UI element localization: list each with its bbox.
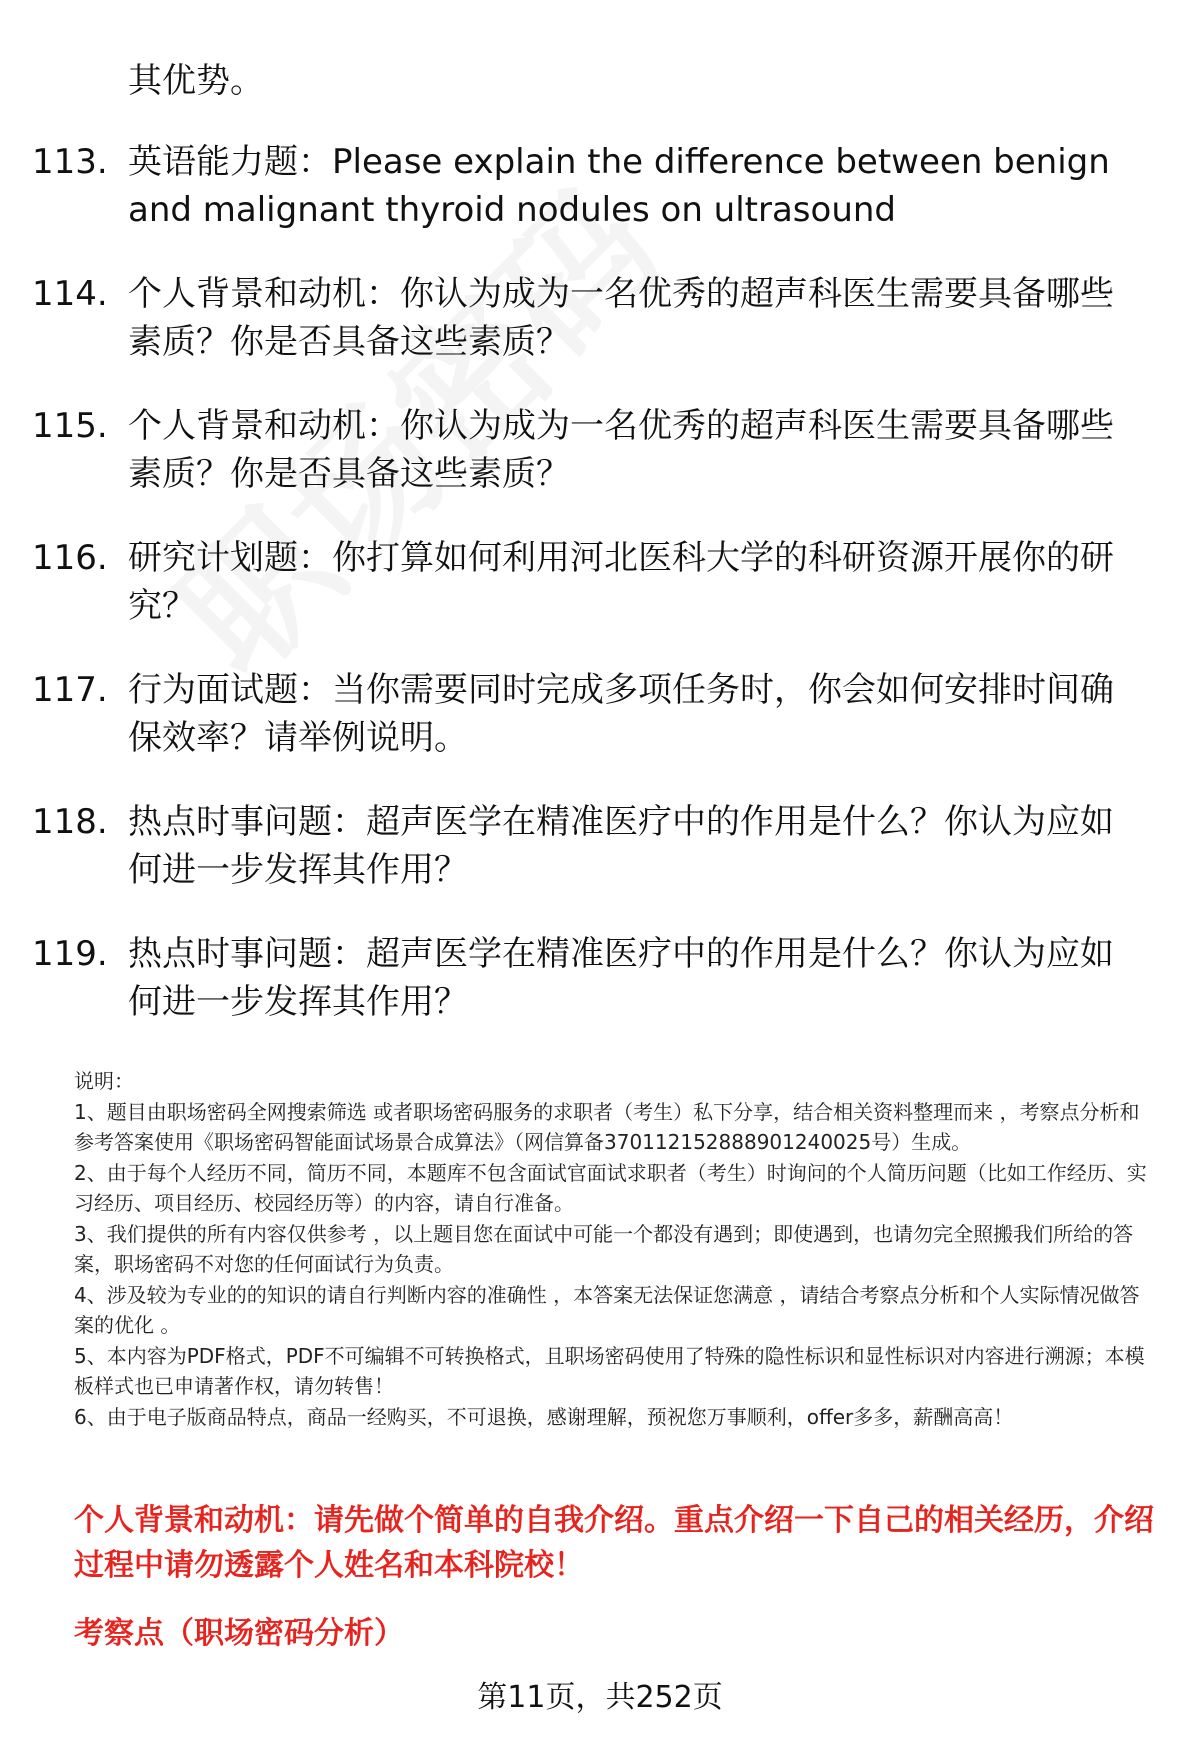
question-number: 113. (32, 142, 108, 182)
question-text: 英语能力题：Please explain the difference between benign and malignant thyroid nodules on ultrasound (128, 142, 1110, 230)
question-text: 个人背景和动机：你认为成为一名优秀的超声科医生需要具备哪些素质？你是否具备这些素质？ (128, 274, 1114, 362)
note-item: 1、题目由职场密码全网搜索筛选 或者职场密码服务的求职者（考生）私下分享，结合相关资料整理而来 ，考察点分析和参考答案使用《职场密码智能面试场景合成算法》（网信算备370112152888901240025号）生成。 (74, 1099, 1140, 1154)
question-item (32, 930, 1142, 1026)
question-item (32, 798, 1142, 894)
note-item: 6、由于电子版商品特点，商品一经购买，不可退换，感谢理解，预祝您万事顺利，offer多多，薪酬高高！ (74, 1404, 1014, 1429)
question-number: 118. (32, 802, 108, 842)
page-footer: 第11页，共252页 (477, 1680, 723, 1715)
question-list (32, 138, 1142, 1062)
notes-section (74, 1066, 1154, 1432)
question-item (32, 666, 1142, 762)
question-text: 热点时事问题：超声医学在精准医疗中的作用是什么？你认为应如何进一步发挥其作用？ (128, 802, 1114, 890)
question-item (32, 138, 1142, 234)
note-item: 3、我们提供的所有内容仅供参考 ，以上题目您在面试中可能一个都没有遇到；即使遇到，也请勿完全照搬我们所给的答案，职场密码不对您的任何面试行为负责。 (74, 1221, 1134, 1276)
question-item (32, 270, 1142, 366)
section-heading: 个人背景和动机：请先做个简单的自我介绍。重点介绍一下自己的相关经历，介绍过程中请勿透露个人姓名和本科院校！ (74, 1503, 1154, 1583)
question-number: 117. (32, 670, 108, 710)
question-number: 119. (32, 934, 108, 974)
question-number: 114. (32, 274, 108, 314)
question-text: 研究计划题：你打算如何利用河北医科大学的科研资源开展你的研究？ (128, 538, 1114, 626)
question-text: 行为面试题：当你需要同时完成多项任务时，你会如何安排时间确保效率？请举例说明。 (128, 670, 1114, 758)
question-text: 个人背景和动机：你认为成为一名优秀的超声科医生需要具备哪些素质？你是否具备这些素质？ (128, 406, 1114, 494)
note-item: 4、涉及较为专业的的知识的请自行判断内容的准确性 ，本答案无法保证您满意 ，请结合考察点分析和个人实际情况做答案的优化 。 (74, 1282, 1140, 1337)
question-number: 115. (32, 406, 108, 446)
question-number: 116. (32, 538, 108, 578)
question-item (32, 402, 1142, 498)
notes-title: 说明： (74, 1069, 134, 1093)
analysis-heading: 考察点（职场密码分析） (74, 1616, 404, 1651)
note-item: 5、本内容为PDF格式，PDF不可编辑不可转换格式，且职场密码使用了特殊的隐性标识和显性标识对内容进行溯源；本模板样式也已申请著作权，请勿转售！ (74, 1343, 1145, 1398)
note-item: 2、由于每个人经历不同，简历不同，本题库不包含面试官面试求职者（考生）时询问的个人简历问题（比如工作经历、实习经历、项目经历、校园经历等）的内容，请自行准备。 (74, 1160, 1147, 1215)
question-item (32, 534, 1142, 630)
question-text: 热点时事问题：超声医学在精准医疗中的作用是什么？你认为应如何进一步发挥其作用？ (128, 934, 1114, 1022)
continuation-text: 其优势。 (128, 61, 264, 101)
